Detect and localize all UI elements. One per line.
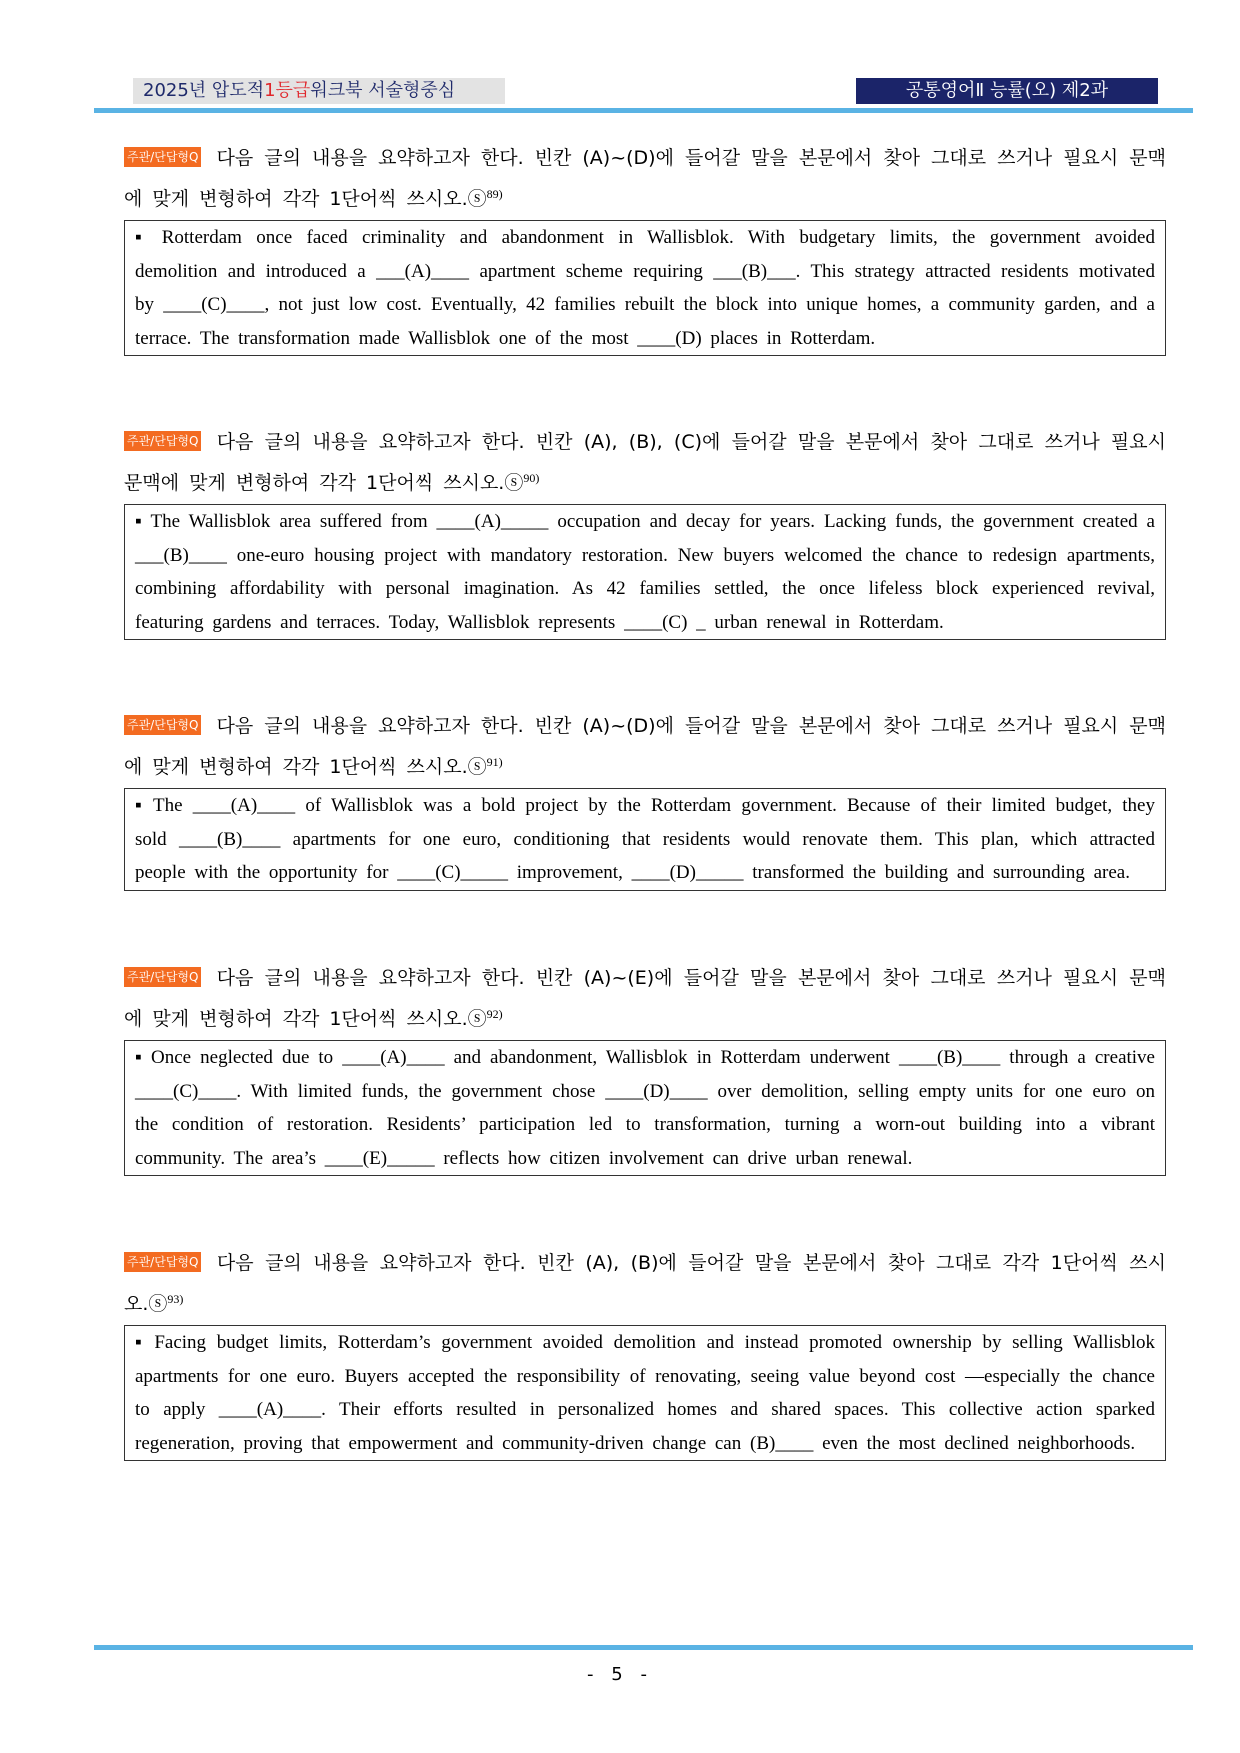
summary-passage: ▪ Facing budget limits, Rotterdam’s government avoided demolition and instead promoted ownership by selling Wallisblok apartments for one euro. Buyers accepted the responsibility of renovating, seeing value beyond cost ―especially the chance to apply ____(A)____. Their efforts resulted in personalized homes and shared spaces. This collective action sparked regeneration, proving that empowerment and community-driven change can (B)____ even the most declined neighborhoods. [124, 1325, 1166, 1461]
question-93 [124, 1245, 1166, 1461]
summary-passage: ▪ Rotterdam once faced criminality and abandonment in Wallisblok. With budgetary limits, the government avoided demolition and introduced a ___(A)____ apartment scheme requiring ___(B)___. This strategy attracted residents motivated by ____(C)____, not just low cost. Eventually, 42 families rebuilt the block into unique homes, a community garden, and a terrace. The transformation made Wallisblok one of the most ____(D) places in Rotterdam. [124, 220, 1166, 356]
page-number: - 5 - [587, 1664, 653, 1685]
question-92 [124, 960, 1166, 1176]
question-number: 92) [486, 1007, 503, 1021]
question-number: 91) [486, 755, 503, 769]
summary-passage: ▪ Once neglected due to ____(A)____ and abandonment, Wallisblok in Rotterdam underwent ____(B)____ through a creative ____(C)____. With limited funds, the government chose ____(D)____ over demolition, selling empty units for one euro on the condition of restoration. Residents’ participation led to transformation, turning a worn-out building into a vibrant community. The area’s ____(E)_____ reflects how citizen involvement can drive urban renewal. [124, 1040, 1166, 1176]
summary-passage: ▪ The Wallisblok area suffered from ____(A)_____ occupation and decay for years. Lacking funds, the government created a ___(B)____ one-euro housing project with mandatory restoration. New buyers welcomed the chance to redesign apartments, combining affordability with personal imagination. As 42 families settled, the once lifeless block experienced revival, featuring gardens and terraces. Today, Wallisblok represents ____(C) _ urban renewal in Rotterdam. [124, 504, 1166, 640]
question-91 [124, 708, 1166, 891]
question-instruction: 주관/단답형Q 다음 글의 내용을 요약하고자 한다. 빈칸 (A)~(D)에 들어갈 말을 본문에서 찾아 그대로 쓰거나 필요시 문맥에 맞게 변형하여 각각 1단어씩 쓰시오.ⓢ$^{89)}$ [124, 147, 1166, 210]
question-type-tag: 주관/단답형Q [124, 967, 201, 987]
question-number: 89) [486, 187, 503, 201]
header-divider [94, 108, 1193, 113]
question-89 [124, 140, 1166, 356]
footer-divider [94, 1645, 1193, 1650]
question-type-tag: 주관/단답형Q [124, 715, 201, 735]
question-number: 90) [523, 471, 540, 485]
question-instruction: 주관/단답형Q 다음 글의 내용을 요약하고자 한다. 빈칸 (A)~(D)에 들어갈 말을 본문에서 찾아 그대로 쓰거나 필요시 문맥에 맞게 변형하여 각각 1단어씩 쓰시오.ⓢ$^{91)}$ [124, 715, 1166, 778]
workbook-title: 2025년 압도적1등급워크북 서술형중심 [133, 78, 505, 104]
question-type-tag: 주관/단답형Q [124, 431, 201, 451]
question-type-tag: 주관/단답형Q [124, 147, 201, 167]
summary-passage: ▪ The ____(A)____ of Wallisblok was a bold project by the Rotterdam government. Because of their limited budget, they sold ____(B)____ apartments for one euro, conditioning that residents would renovate them. This plan, which attracted people with the opportunity for ____(C)_____ improvement, ____(D)_____ transformed the building and surrounding area. [124, 788, 1166, 891]
lesson-title: 공통영어Ⅱ 능률(오) 제2과 [856, 78, 1158, 104]
question-instruction: 주관/단답형Q 다음 글의 내용을 요약하고자 한다. 빈칸 (A)~(E)에 들어갈 말을 본문에서 찾아 그대로 쓰거나 필요시 문맥에 맞게 변형하여 각각 1단어씩 쓰시오.ⓢ$^{92)}$ [124, 967, 1166, 1030]
question-90 [124, 424, 1166, 640]
question-instruction: 주관/단답형Q 다음 글의 내용을 요약하고자 한다. 빈칸 (A), (B), (C)에 들어갈 말을 본문에서 찾아 그대로 쓰거나 필요시 문맥에 맞게 변형하여 각각 1단어씩 쓰시오.ⓢ$^{90)}$ [124, 431, 1166, 494]
workbook-title-highlight: 1등급 [264, 80, 311, 101]
question-instruction: 주관/단답형Q 다음 글의 내용을 요약하고자 한다. 빈칸 (A), (B)에 들어갈 말을 본문에서 찾아 그대로 각각 1단어씩 쓰시오.ⓢ$^{93)}$ [124, 1252, 1166, 1315]
question-number: 93) [167, 1292, 184, 1306]
question-type-tag: 주관/단답형Q [124, 1252, 201, 1272]
